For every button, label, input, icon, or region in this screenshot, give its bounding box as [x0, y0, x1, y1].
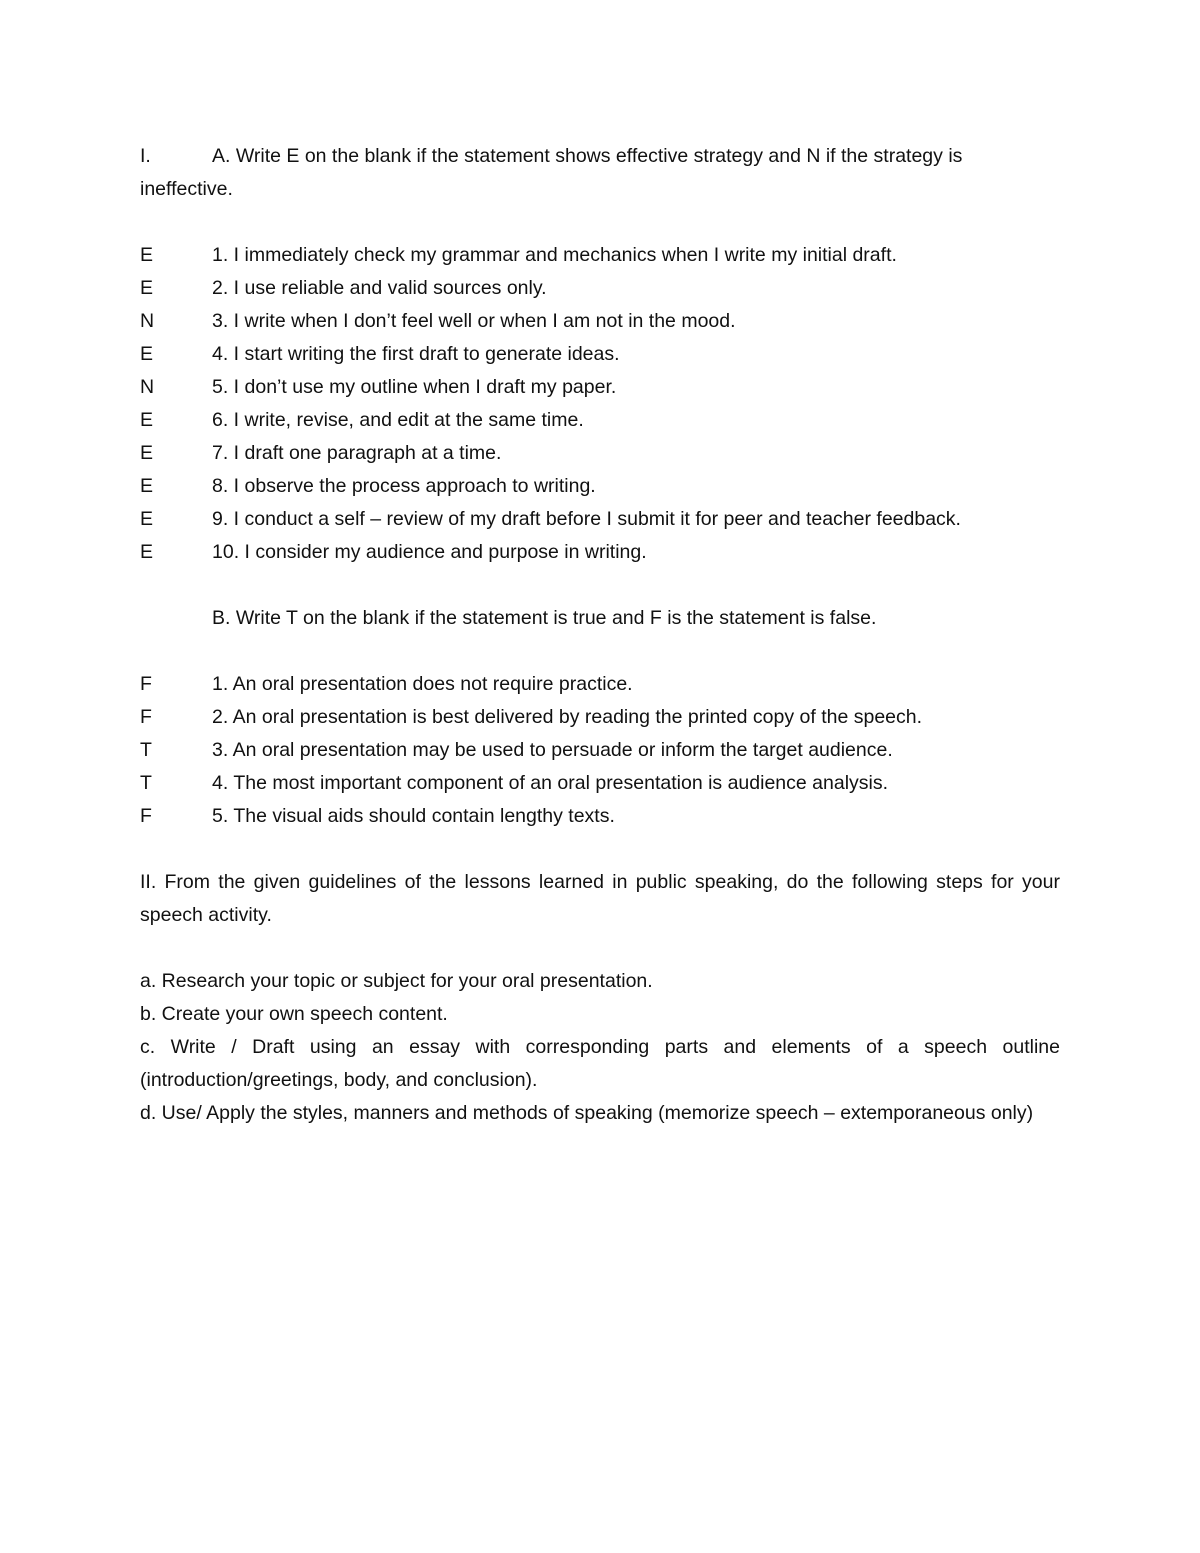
answer-label: F — [140, 706, 152, 728]
answer-label: E — [140, 409, 154, 431]
answer-label: E — [140, 475, 154, 497]
part-1-instruction-b — [140, 602, 1060, 635]
answer-label: T — [140, 739, 152, 761]
list-item — [140, 503, 1060, 536]
list-item — [140, 470, 1060, 503]
part-1-numeral: I. — [140, 145, 151, 167]
list-item — [140, 272, 1060, 305]
part-2-steps — [140, 965, 1060, 1130]
items-a-list — [140, 239, 1060, 569]
list-item — [140, 800, 1060, 833]
part-1-instruction-a — [140, 140, 1060, 173]
spacer — [140, 206, 1060, 239]
step-item: d. Use/ Apply the styles, manners and methods of speaking (memorize speech – extemporaneous only) — [140, 1102, 1034, 1124]
part-2-instruction: II. From the given guidelines of the lessons learned in public speaking, do the following steps for your speech activity. — [140, 871, 1060, 926]
statement-text: 10. I consider my audience and purpose in writing. — [212, 541, 647, 563]
statement-text: 5. The visual aids should contain lengthy texts. — [212, 805, 615, 827]
statement-text: 1. I immediately check my grammar and mechanics when I write my initial draft. — [212, 244, 897, 266]
statement-text: 1. An oral presentation does not require practice. — [212, 673, 633, 695]
statement-text: 4. The most important component of an oral presentation is audience analysis. — [212, 772, 889, 794]
answer-label: N — [140, 376, 155, 398]
list-item — [140, 767, 1060, 800]
instruction-b-text: B. Write T on the blank if the statement is true and F is the statement is false. — [212, 607, 877, 629]
statement-text: 7. I draft one paragraph at a time. — [212, 442, 502, 464]
answer-label: T — [140, 772, 152, 794]
step-item: c. Write / Draft using an essay with corresponding parts and elements of a speech outline (introduction/greetings, body, and conclusion). — [140, 1036, 1060, 1091]
statement-text: 2. An oral presentation is best delivered by reading the printed copy of the speech. — [212, 706, 923, 728]
answer-label: F — [140, 673, 152, 695]
list-item — [140, 701, 1060, 734]
list-item — [140, 437, 1060, 470]
statement-text: 3. I write when I don’t feel well or when I am not in the mood. — [212, 310, 736, 332]
list-item — [140, 404, 1060, 437]
list-item — [140, 734, 1060, 767]
worksheet-page — [140, 140, 1060, 1130]
answer-label: E — [140, 508, 154, 530]
answer-label: N — [140, 310, 155, 332]
list-item — [140, 338, 1060, 371]
list-item — [140, 305, 1060, 338]
spacer — [140, 635, 1060, 668]
statement-text: 3. An oral presentation may be used to persuade or inform the target audience. — [212, 739, 893, 761]
list-item — [140, 536, 1060, 569]
step-item: b. Create your own speech content. — [140, 1003, 448, 1025]
instruction-a-continuation: ineffective. — [140, 178, 233, 200]
answer-label: E — [140, 244, 154, 266]
spacer — [140, 569, 1060, 602]
statement-text: 4. I start writing the first draft to generate ideas. — [212, 343, 620, 365]
answer-label: E — [140, 343, 154, 365]
statement-text: 9. I conduct a self – review of my draft before I submit it for peer and teacher feedback. — [212, 508, 961, 530]
spacer — [140, 932, 1060, 965]
answer-label: E — [140, 541, 154, 563]
answer-label: F — [140, 805, 152, 827]
list-item — [140, 239, 1060, 272]
list-item — [140, 371, 1060, 404]
statement-text: 5. I don’t use my outline when I draft my paper. — [212, 376, 617, 398]
spacer — [140, 833, 1060, 866]
answer-label: E — [140, 277, 154, 299]
statement-text: 6. I write, revise, and edit at the same time. — [212, 409, 584, 431]
statement-text: 8. I observe the process approach to writing. — [212, 475, 596, 497]
list-item — [140, 668, 1060, 701]
statement-text: 2. I use reliable and valid sources only. — [212, 277, 547, 299]
items-b-list — [140, 668, 1060, 833]
instruction-a-text: A. Write E on the blank if the statement shows effective strategy and N if the strategy is — [212, 145, 963, 167]
step-item: a. Research your topic or subject for your oral presentation. — [140, 970, 653, 992]
answer-label: E — [140, 442, 154, 464]
